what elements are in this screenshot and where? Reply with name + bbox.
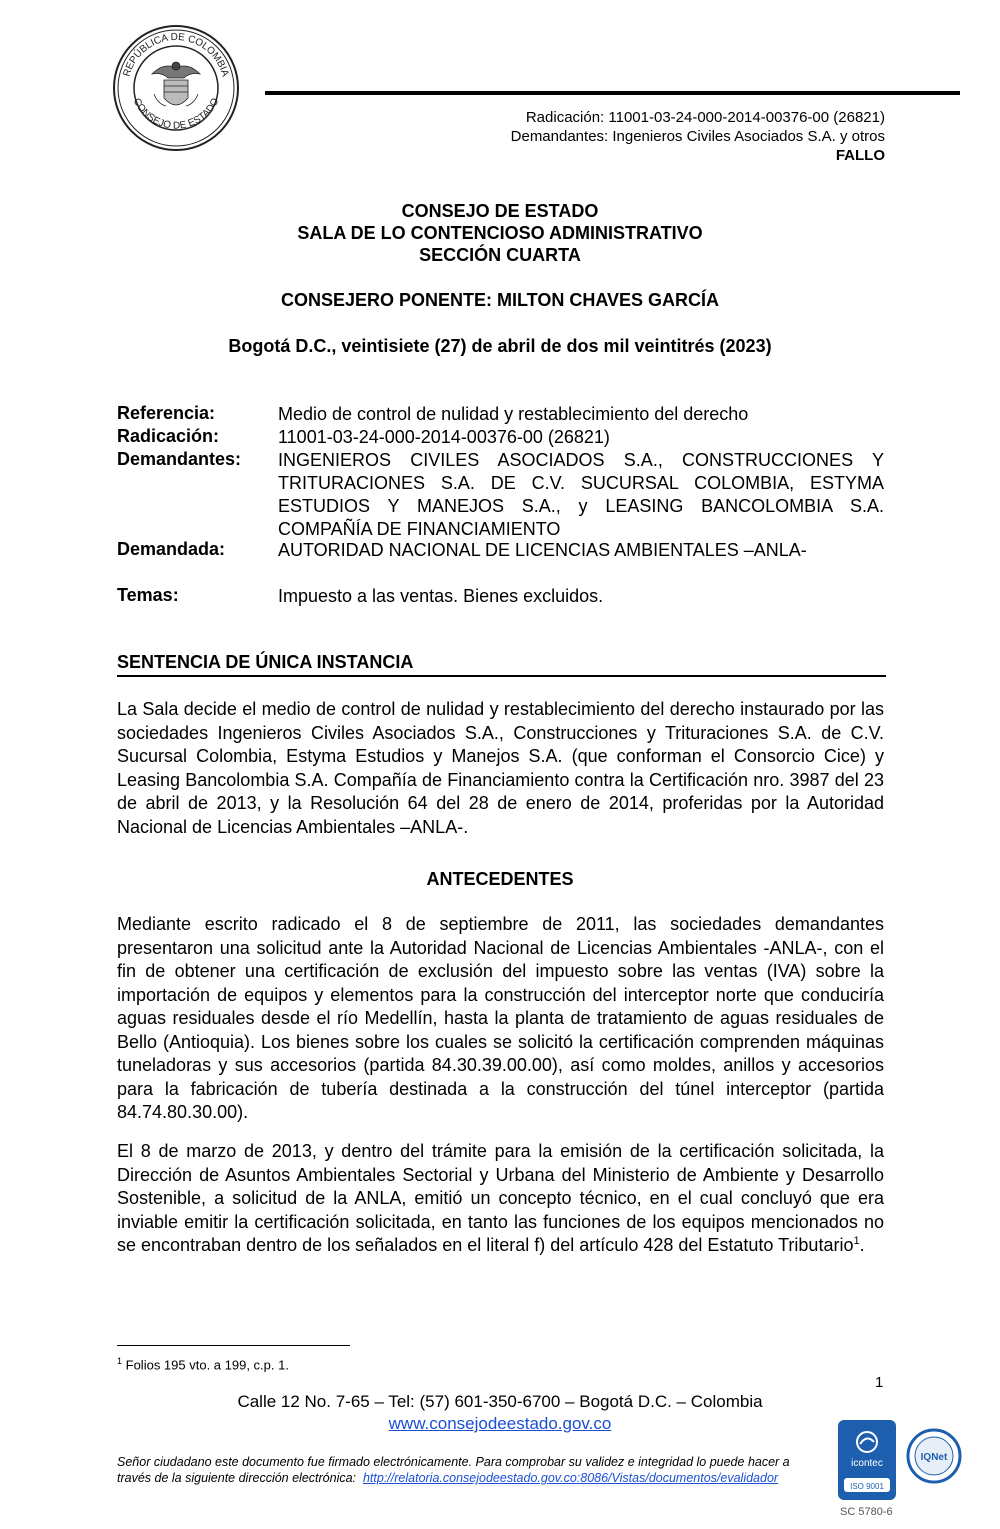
referencia-label: Referencia: [117, 403, 216, 423]
sc-code: SC 5780-6 [840, 1506, 893, 1518]
temas-value: Impuesto a las ventas. Bienes excluidos. [278, 586, 604, 606]
footnote-text: Folios 195 vto. a 199, c.p. 1. [125, 1357, 289, 1373]
date-line: Bogotá D.C., veintisiete (27) de abril de dos mil veintitrés (2023) [228, 336, 772, 356]
footer-address: Calle 12 No. 7-65 – Tel: (57) 601-350-6700 – Bogotá D.C. – Colombia [237, 1392, 763, 1411]
iqnet-label: IQNet [920, 1452, 948, 1463]
footer-disclaimer [117, 1454, 827, 1486]
validator-link[interactable]: http://relatoria.consejodeestado.gov.co:8086/Vistas/documentos/evalidador [362, 1471, 779, 1485]
header-radicacion: Radicación: 11001-03-24-000-2014-00376-00 (26821) [525, 109, 885, 126]
paragraph-end: . [859, 1235, 865, 1255]
radicacion-value: 11001-03-24-000-2014-00376-00 (26821) [278, 427, 610, 447]
disclaimer-text: Señor ciudadano este documento fue firmado electrónicamente. Para comprobar su validez e integridad lo puede hacer a través de la siguiente dirección electrónica: [117, 1455, 790, 1485]
header-rule [265, 91, 960, 95]
sentencia-paragraph: La Sala decide el medio de control de nulidad y restablecimiento del derecho instaurado por las sociedades Ingenieros Civiles Asociados S.A., Construcciones y Trituraciones S.A. de C.V. Sucursal Colombia, Estyma Estudios y Manejos S.A. (que conforman el Consorcio Cice) y Leasing Bancolombia S.A. Compañía de Financiamiento contra la Certificación nro. 3987 del 23 de abril de 2013, y la Resolución 64 del 28 de enero de 2014, proferidas por la Autoridad Nacional de Licencias Ambientales –ANLA-. [117, 699, 884, 837]
icontec-label: icontec [851, 1458, 883, 1469]
header-demandantes: Demandantes: Ingenieros Civiles Asociados S.A. y otros [510, 128, 885, 145]
antecedentes-paragraph-2 [117, 1140, 884, 1258]
ponente: CONSEJERO PONENTE: MILTON CHAVES GARCÍA [280, 290, 720, 310]
antecedentes-paragraph-2-text: El 8 de marzo de 2013, y dentro del trámite para la emisión de la certificación solicitada, la Dirección de Asuntos Ambientales Sectorial y Urbana del Ministerio de Ambiente y Desarrollo Sostenible, a solicitud de la ANLA, emitió un concepto técnico, en el cual concluyó que era inviable emitir la certificación solicitada, en tanto las funciones de los equipos mencionados no se encontraban dentro de los señalados en el literal f) del artículo 428 del Estatuto Tributario [117, 1141, 884, 1255]
section-name: SECCIÓN CUARTA [419, 245, 581, 265]
chamber-name: SALA DE LO CONTENCIOSO ADMINISTRATIVO [297, 223, 703, 243]
consejo-de-estado-seal [112, 24, 240, 152]
demandada-value: AUTORIDAD NACIONAL DE LICENCIAS AMBIENTALES –ANLA- [278, 540, 807, 560]
antecedentes-heading: ANTECEDENTES [426, 869, 574, 889]
seal-bottom-text: CONSEJO DE ESTADO [130, 96, 222, 132]
footnote [117, 1356, 289, 1372]
footnote-reference[interactable]: 1 [853, 1235, 860, 1247]
footer-website-link[interactable]: www.consejodeestado.gov.co [388, 1414, 612, 1433]
icontec-logo [838, 1420, 896, 1500]
temas-label: Temas: [117, 585, 179, 605]
demandantes-label: Demandantes: [117, 449, 242, 469]
antecedentes-paragraph-1: Mediante escrito radicado el 8 de septiembre de 2011, las sociedades demandantes presentaron una solicitud ante la Autoridad Nacional de Licencias Ambientales -ANLA-, con el fin de obtener una certificación de exclusión del impuesto sobre las ventas (IVA) sobre la importación de equipos y elementos para la construcción del interceptor norte que conduciría aguas residuales desde el río Medellín, hasta la planta de tratamiento de aguas residuales de Bello (Antioquia). Los bienes sobre los cuales se solicitó la certificación comprenden máquinas tuneladoras y sus accesorios (partida 84.30.39.00.00), así como moldes, anillos y accesorios para la fabricación de tubería destinada a la construcción del túnel interceptor (partida 84.74.80.30.00). [117, 914, 884, 1122]
demandantes-value: INGENIEROS CIVILES ASOCIADOS S.A., CONSTRUCCIONES Y TRITURACIONES S.A. DE C.V. SUCURSAL COLOMBIA, ESTYMA ESTUDIOS Y MANEJOS S.A., y LEASING BANCOLOMBIA S.A. COMPAÑÍA DE FINANCIAMIENTO [278, 450, 884, 539]
header-type: FALLO [835, 147, 885, 164]
seal-top-text: REPÚBLICA DE COLOMBIA [121, 31, 231, 78]
radicacion-label: Radicación: [117, 426, 220, 446]
footnote-separator [117, 1345, 350, 1346]
footnote-number: 1 [117, 1356, 123, 1366]
court-name: CONSEJO DE ESTADO [401, 201, 599, 221]
referencia-value: Medio de control de nulidad y restablecimiento del derecho [278, 404, 749, 424]
sentencia-heading: SENTENCIA DE ÚNICA INSTANCIA [117, 652, 886, 677]
iso-label: ISO 9001 [850, 1482, 884, 1491]
iqnet-logo [906, 1428, 962, 1484]
page-number: 1 [875, 1374, 884, 1391]
demandada-label: Demandada: [117, 539, 226, 559]
